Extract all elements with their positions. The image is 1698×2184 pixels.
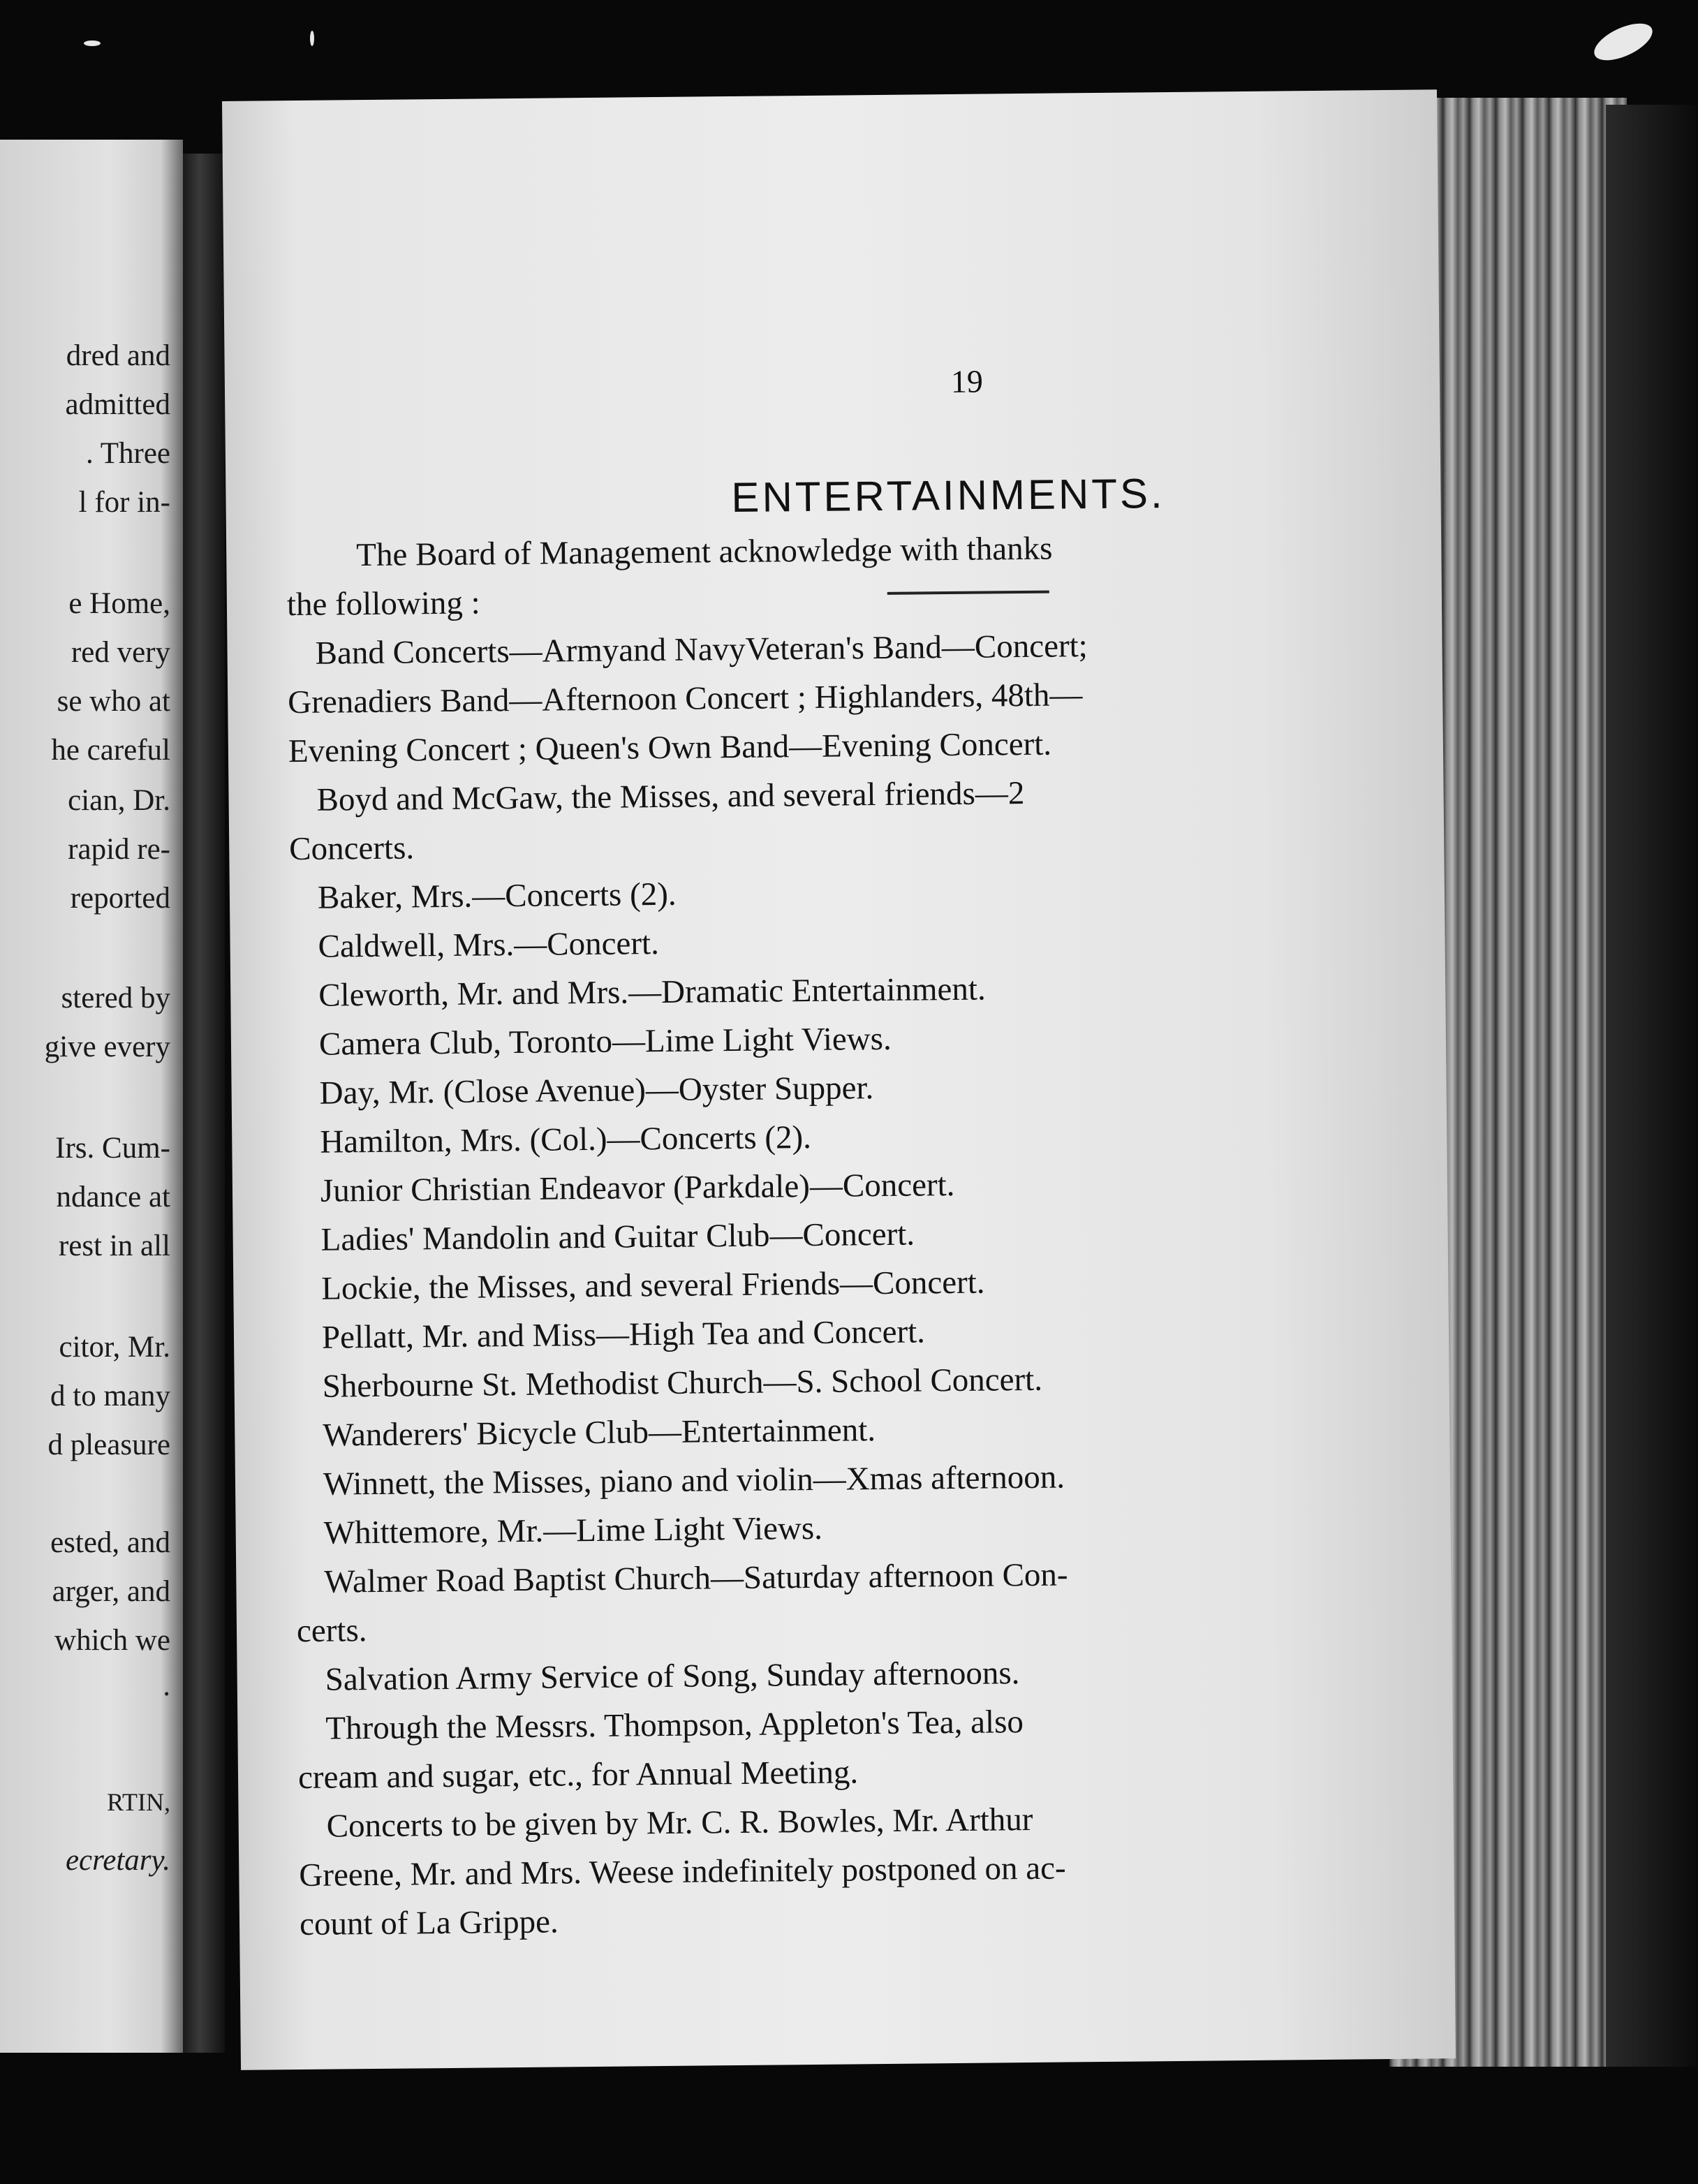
body-line: Grenadiers Band—Afternoon Concert ; Highlanders, 48th— <box>288 677 1083 721</box>
body-line: Day, Mr. (Close Avenue)—Oyster Supper. <box>319 1070 874 1112</box>
book-cover-edge <box>1606 105 1698 2067</box>
left-page-line: he careful <box>51 734 170 767</box>
left-page-line: d to many <box>50 1380 170 1412</box>
scan-speck <box>310 31 314 46</box>
left-page-line: stered by <box>61 982 170 1014</box>
body-line: Band Concerts—Armyand NavyVeteran's Band—Concert; <box>315 628 1088 672</box>
left-page-line: citor, Mr. <box>59 1331 170 1364</box>
body-line: Ladies' Mandolin and Guitar Club—Concert. <box>320 1216 915 1258</box>
left-page-line: . Three <box>86 437 170 470</box>
body-line: Winnett, the Misses, piano and violin—Xmas afternoon. <box>323 1459 1065 1503</box>
left-page-line: RTIN, <box>107 1788 170 1816</box>
left-page-line: ested, and <box>50 1526 170 1559</box>
body-line: cream and sugar, etc., for Annual Meeting. <box>297 1754 859 1796</box>
body-line: Salvation Army Service of Song, Sunday afternoons. <box>325 1655 1020 1698</box>
left-page-line: Irs. Cum- <box>55 1132 170 1165</box>
left-page-line: rest in all <box>58 1230 170 1262</box>
page-title: ENTERTAINMENTS. <box>731 470 1165 522</box>
body-line: Whittemore, Mr.—Lime Light Views. <box>323 1510 823 1551</box>
body-line: Junior Christian Endeavor (Parkdale)—Concert. <box>320 1166 955 1209</box>
body-line: count of La Grippe. <box>299 1903 559 1943</box>
left-page-line: reported <box>70 882 170 915</box>
left-page-line: e Home, <box>68 587 170 620</box>
book-gutter <box>183 154 225 2053</box>
body-line: Hamilton, Mrs. (Col.)—Concerts (2). <box>320 1119 812 1160</box>
left-page-line: admitted <box>65 388 170 421</box>
left-page-line: d pleasure <box>47 1429 170 1461</box>
body-line: Concerts to be given by Mr. C. R. Bowles, Mr. Arthur <box>326 1801 1033 1845</box>
scan-speck <box>84 40 101 46</box>
left-page-line: red very <box>71 636 170 669</box>
left-page-line: give every <box>44 1031 170 1063</box>
page-number: 19 <box>950 363 984 399</box>
body-line: The Board of Management acknowledge with thanks <box>356 530 1053 574</box>
left-page-line: cian, Dr. <box>68 784 170 817</box>
left-page-line: dred and <box>66 339 170 372</box>
body-line: Lockie, the Misses, and several Friends—Concert. <box>321 1264 985 1307</box>
previous-page-edge <box>0 140 183 2053</box>
body-line: Baker, Mrs.—Concerts (2). <box>317 876 677 916</box>
body-line: Concerts. <box>289 829 415 868</box>
body-line: Wanderers' Bicycle Club—Entertainment. <box>323 1412 876 1454</box>
left-page-line: rapid re- <box>68 833 170 866</box>
title-rule <box>887 591 1049 595</box>
left-page-line: se who at <box>57 685 170 718</box>
left-page-line: arger, and <box>52 1575 170 1608</box>
body-line: Greene, Mr. and Mrs. Weese indefinitely postponed on ac- <box>299 1850 1066 1894</box>
body-line: certs. <box>296 1612 367 1650</box>
body-line: Evening Concert ; Queen's Own Band—Evening Concert. <box>288 725 1052 770</box>
body-line: Boyd and McGaw, the Misses, and several friends—2 <box>316 775 1025 818</box>
body-line: Caldwell, Mrs.—Concert. <box>318 925 660 965</box>
left-page-line: ecretary. <box>65 1844 170 1877</box>
body-line: the following : <box>286 584 480 624</box>
body-line: Sherbourne St. Methodist Church—S. School Concert. <box>322 1361 1043 1405</box>
body-line: Pellatt, Mr. and Miss—High Tea and Concert. <box>321 1313 926 1356</box>
body-line: Cleworth, Mr. and Mrs.—Dramatic Entertainment. <box>318 971 986 1014</box>
left-page-line: . <box>163 1669 170 1702</box>
body-line: Through the Messrs. Thompson, Appleton's Tea, also <box>325 1704 1024 1747</box>
left-page-line: l for in- <box>78 486 170 519</box>
left-page-line: which we <box>54 1624 170 1657</box>
left-page-line: ndance at <box>56 1181 170 1213</box>
book-page <box>222 89 1456 2070</box>
body-line: Walmer Road Baptist Church—Saturday afternoon Con- <box>324 1556 1068 1600</box>
body-line: Camera Club, Toronto—Lime Light Views. <box>318 1020 892 1063</box>
